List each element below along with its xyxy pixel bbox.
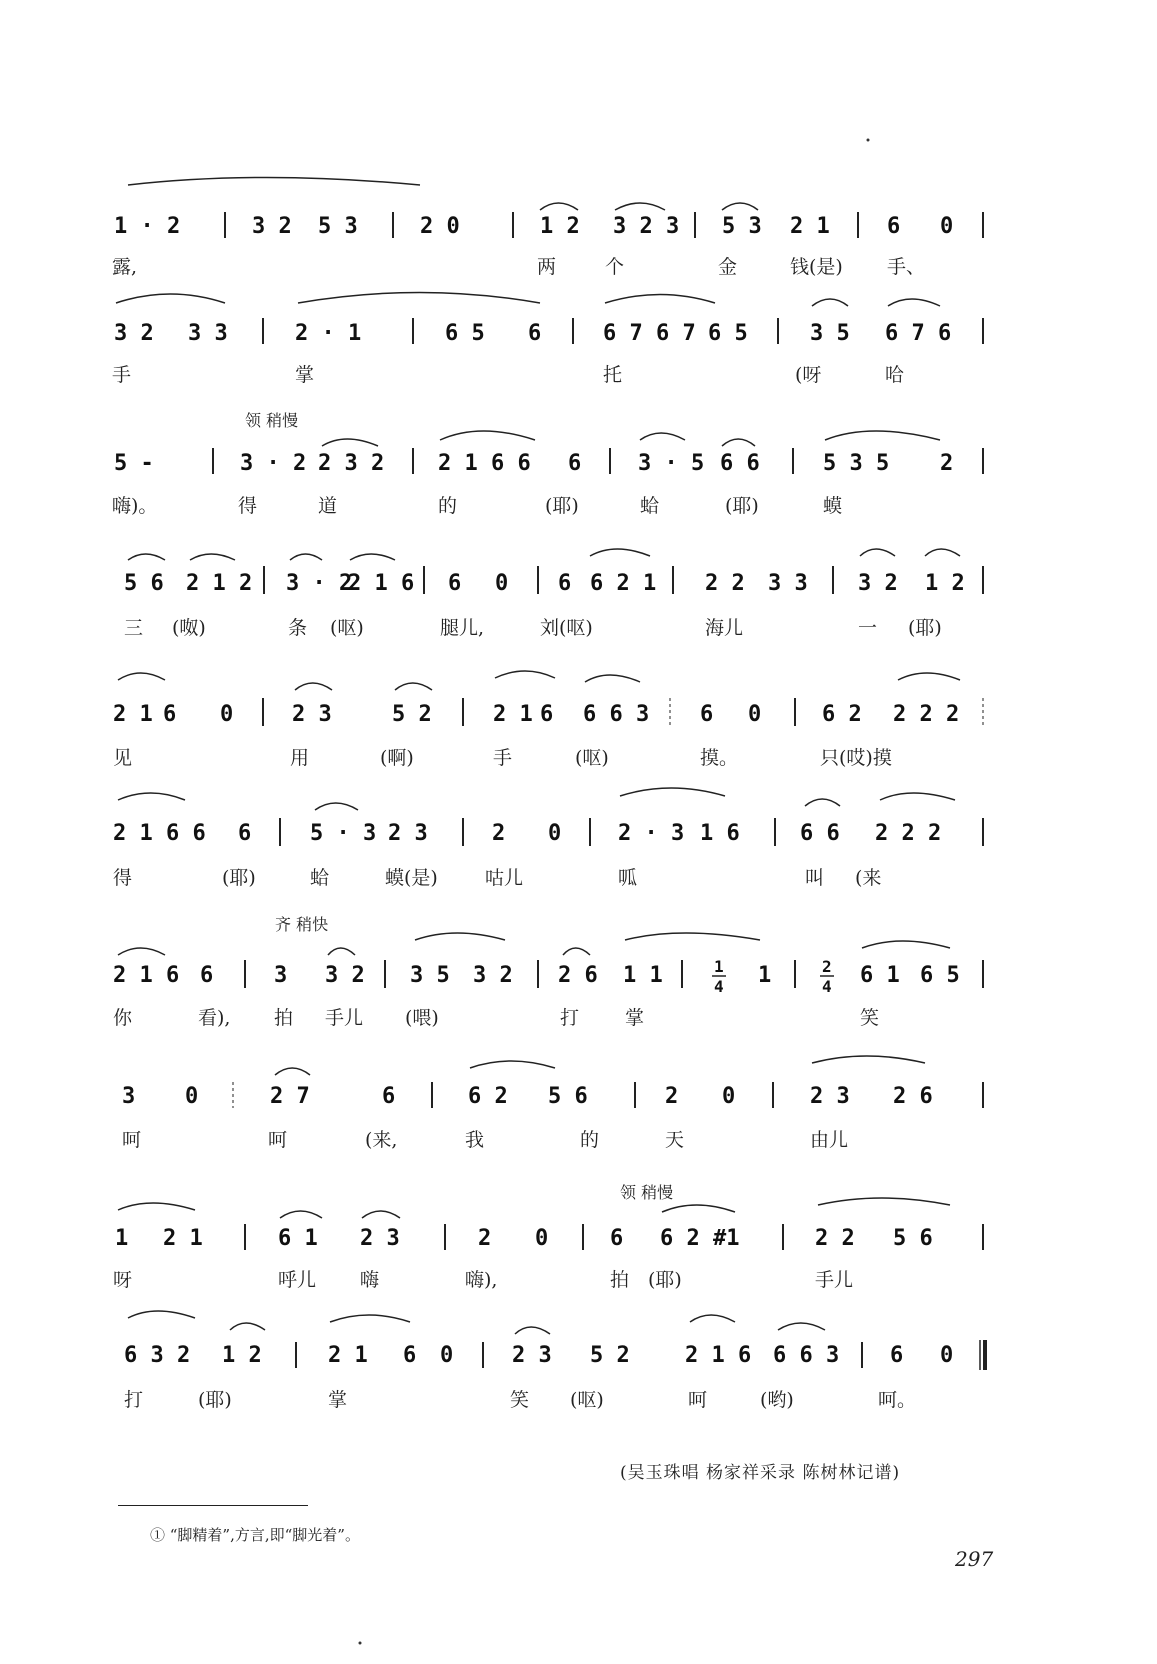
lyric: 的 [580,1129,600,1151]
notes: 0 [940,214,954,239]
notes: 2 3 [292,702,332,727]
notes: 6 [403,1343,417,1368]
notes: 2 1 [493,702,533,727]
notes: 6 [568,451,582,476]
lyric: (喂) [405,1007,439,1029]
notes: 2 3 2 [318,451,385,476]
score-row [124,1311,985,1411]
notes: 2 6 [893,1084,933,1109]
lyric: 露, [112,256,138,278]
notes: 1 2 [925,571,965,596]
notes: 6 5 [708,321,748,346]
notes: 2 2 2 [893,702,960,727]
lyric: 只(哎)摸 [820,747,892,769]
notes: 2 [478,1226,492,1251]
lyric: 手 [493,747,513,769]
lyric: 两 [537,256,557,278]
score-row [113,788,983,889]
lyric: (呀 [795,364,822,386]
lyric: 一 [858,617,878,639]
notes: 6 [163,702,177,727]
lyric: 掌 [328,1389,348,1411]
notes: 0 [940,1343,954,1368]
notes: 2 1 [790,214,830,239]
notes: 6 [382,1084,396,1109]
notes: 2 6 [558,963,598,988]
lyric: 你 [113,1007,133,1029]
notes: 5 3 5 [823,451,890,476]
score-row [112,411,983,517]
notes: 6 2 [822,702,862,727]
lyric: 笑 [860,1007,880,1029]
time-sig-num: 1 [714,957,724,976]
lyric: (来 [855,867,882,889]
lyric: 钱(是) [790,256,843,278]
score-row [113,1183,983,1291]
time-sig-den: 4 [714,977,724,996]
footnote: ① “脚精着”,方言,即“脚光着”。 [150,1526,360,1544]
lyric: 嗨), [465,1269,498,1291]
notes: 2 2 [705,571,745,596]
notes: 2 1 [113,702,153,727]
notes: 6 [558,571,572,596]
lyric: 呀 [113,1269,133,1291]
notes: 6 [540,702,554,727]
time-sig-num: 2 [822,957,832,976]
page-number: 297 [955,1547,994,1571]
lyric: 蟆 [823,495,843,517]
notes: 2 3 [810,1084,850,1109]
lyric: (耶) [545,495,579,517]
notes: 6 7 6 7 [603,321,696,346]
notes: 3 2 [325,963,365,988]
lyric: 打 [124,1389,144,1411]
notes: 1 2 [222,1343,262,1368]
notes: 2 1 6 [348,571,415,596]
lyric: 手、 [887,256,926,278]
lyric: 用 [290,747,310,769]
notes: 6 [887,214,901,239]
lyric: (啊) [380,747,414,769]
notes: 3 [122,1084,136,1109]
score-row [122,1056,983,1151]
footnote-rule [118,1505,308,1506]
notes: 2 7 [270,1084,310,1109]
notes: 3 2 [114,321,154,346]
notes: 6 [200,963,214,988]
notes: 0 [440,1343,454,1368]
notes: 6 [610,1226,624,1251]
lyric: 我 [465,1129,485,1151]
notes: 6 6 3 [583,702,650,727]
notes: 6 6 [720,451,760,476]
notes: 1 [758,963,772,988]
notes: 2 1 6 6 [438,451,531,476]
lyric: (呶) [172,617,206,639]
notes: 0 [220,702,234,727]
notes: 3 · 2 [286,571,353,596]
notes: 3 5 [810,321,850,346]
lyric: 呵 [122,1129,142,1151]
lyric: 呱 [618,867,638,889]
notes: 2 1 6 6 [113,821,206,846]
lyric: 哈 [885,364,905,386]
lyric: (耶) [222,867,256,889]
notes: 6 2 #1 [660,1226,740,1251]
notes: 6 [528,321,542,346]
lyric: (耶) [908,617,942,639]
score-row [113,671,983,769]
notes: 3 2 [473,963,513,988]
notes: 3 3 [768,571,808,596]
notes: 2 1 6 [113,963,180,988]
lyric: 道 [318,495,338,517]
tempo-marking: 齐 稍快 [275,915,329,934]
notes: 6 1 [278,1226,318,1251]
notes: 2 1 2 [186,571,253,596]
notes: 5 - [114,451,154,476]
lyric: (呕) [330,617,364,639]
lyric: 呵 [268,1129,288,1151]
notes: 5 · 3 [310,821,377,846]
lyric: 呵。 [878,1389,917,1411]
notes: 0 [185,1084,199,1109]
tempo-marking: 领 稍慢 [245,411,299,430]
notes: 0 [535,1226,549,1251]
notes: 3 3 [188,321,228,346]
credit-line: (吴玉珠唱 杨家祥采录 陈树林记谱) [620,1463,901,1483]
notes: 0 [748,702,762,727]
lyric: 的 [438,495,458,517]
notes: 1 6 [700,821,740,846]
notes: 5 6 [893,1226,933,1251]
notes: 6 [890,1343,904,1368]
score-row [113,915,983,1029]
score-row [112,293,983,387]
lyric: 天 [665,1129,685,1151]
lyric: 手儿 [815,1269,854,1291]
notes: 6 [238,821,252,846]
notes: 6 [448,571,462,596]
notes: 2 1 [328,1343,368,1368]
lyric: 条 [288,617,308,639]
notes: 2 0 [420,214,460,239]
notes: 2 3 [388,821,428,846]
notes: 6 6 3 [773,1343,840,1368]
lyric: 嗨)。 [112,495,158,517]
notes: 5 6 [124,571,164,596]
lyric: (耶) [725,495,759,517]
stray-mark [359,1642,362,1645]
lyric: (呕) [575,747,609,769]
notes: 3 2 [252,214,292,239]
notes: 6 7 6 [885,321,952,346]
lyric: 金 [718,256,738,278]
score-row [112,178,983,279]
notes: 5 3 [722,214,762,239]
notes: 2 3 [512,1343,552,1368]
lyric: 叫 [805,867,825,889]
notes: 2 1 6 [685,1343,752,1368]
lyric: (呕) [570,1389,604,1411]
notes: 1 [115,1226,129,1251]
lyric: 咕儿 [485,867,524,889]
notes: 2 2 [815,1226,855,1251]
lyric: 手 [112,364,132,386]
notes: 1 2 [540,214,580,239]
lyric: 三 [124,617,144,639]
notes: 3 · 5 [638,451,705,476]
lyric: 呼儿 [278,1269,317,1291]
notes: 6 6 [800,821,840,846]
notes: 5 6 [548,1084,588,1109]
lyric: 刘(呕) [540,617,593,639]
notes: 5 3 [318,214,358,239]
notes: 3 5 [410,963,450,988]
lyric: 得 [238,495,258,517]
lyric: 得 [113,867,133,889]
notes: 6 2 [468,1084,508,1109]
notes: 0 [548,821,562,846]
notes: 1 · 2 [114,214,181,239]
notes: 3 2 [858,571,898,596]
notes: 2 1 [163,1226,203,1251]
notes: 6 1 [860,963,900,988]
notes: 5 2 [590,1343,630,1368]
notes: 2 3 [360,1226,400,1251]
lyric: 摸。 [700,747,739,769]
lyric: 蛤 [640,495,660,517]
notes: 3 [274,963,288,988]
lyric: 托 [603,364,623,386]
lyric: 嗨 [360,1269,380,1291]
notes: 2 [492,821,506,846]
notes: 6 5 [920,963,960,988]
lyric: (哟) [760,1389,794,1411]
score-row [124,549,983,639]
lyric: 拍 [274,1007,294,1029]
lyric: (来, [365,1129,398,1151]
lyric: 掌 [295,364,315,386]
notes: 6 5 [445,321,485,346]
notes: 0 [722,1084,736,1109]
tempo-marking: 领 稍慢 [620,1183,674,1202]
lyric: 蛤 [310,867,330,889]
notes: 6 [700,702,714,727]
lyric: 手儿 [325,1007,364,1029]
lyric: 看), [198,1007,231,1029]
notes: 3 2 3 [613,214,680,239]
notes: 5 2 [392,702,432,727]
lyric: 打 [560,1007,580,1029]
lyric: 呵 [688,1389,708,1411]
notes: 3 · 2 [240,451,307,476]
lyric: 海儿 [705,617,744,639]
notes: 2 · 3 [618,821,685,846]
notes: 2 [665,1084,679,1109]
notes: 1 1 [623,963,663,988]
stray-mark [867,139,870,142]
notes: 0 [495,571,509,596]
lyric: (耶) [198,1389,232,1411]
notes: 2 · 1 [295,321,362,346]
time-sig-den: 4 [822,977,832,996]
notes: 6 2 1 [590,571,657,596]
lyric: 腿儿, [440,617,485,639]
lyric: 个 [605,256,625,278]
lyric: 蟆(是) [385,867,438,889]
lyric: 笑 [510,1389,530,1411]
lyric: 拍 [610,1269,630,1291]
notes: 2 [940,451,954,476]
lyric: 掌 [625,1007,645,1029]
lyric: (耶) [648,1269,682,1291]
lyric: 由儿 [810,1129,849,1151]
lyric: 见 [113,747,133,769]
notes: 6 3 2 [124,1343,191,1368]
notes: 2 2 2 [875,821,942,846]
